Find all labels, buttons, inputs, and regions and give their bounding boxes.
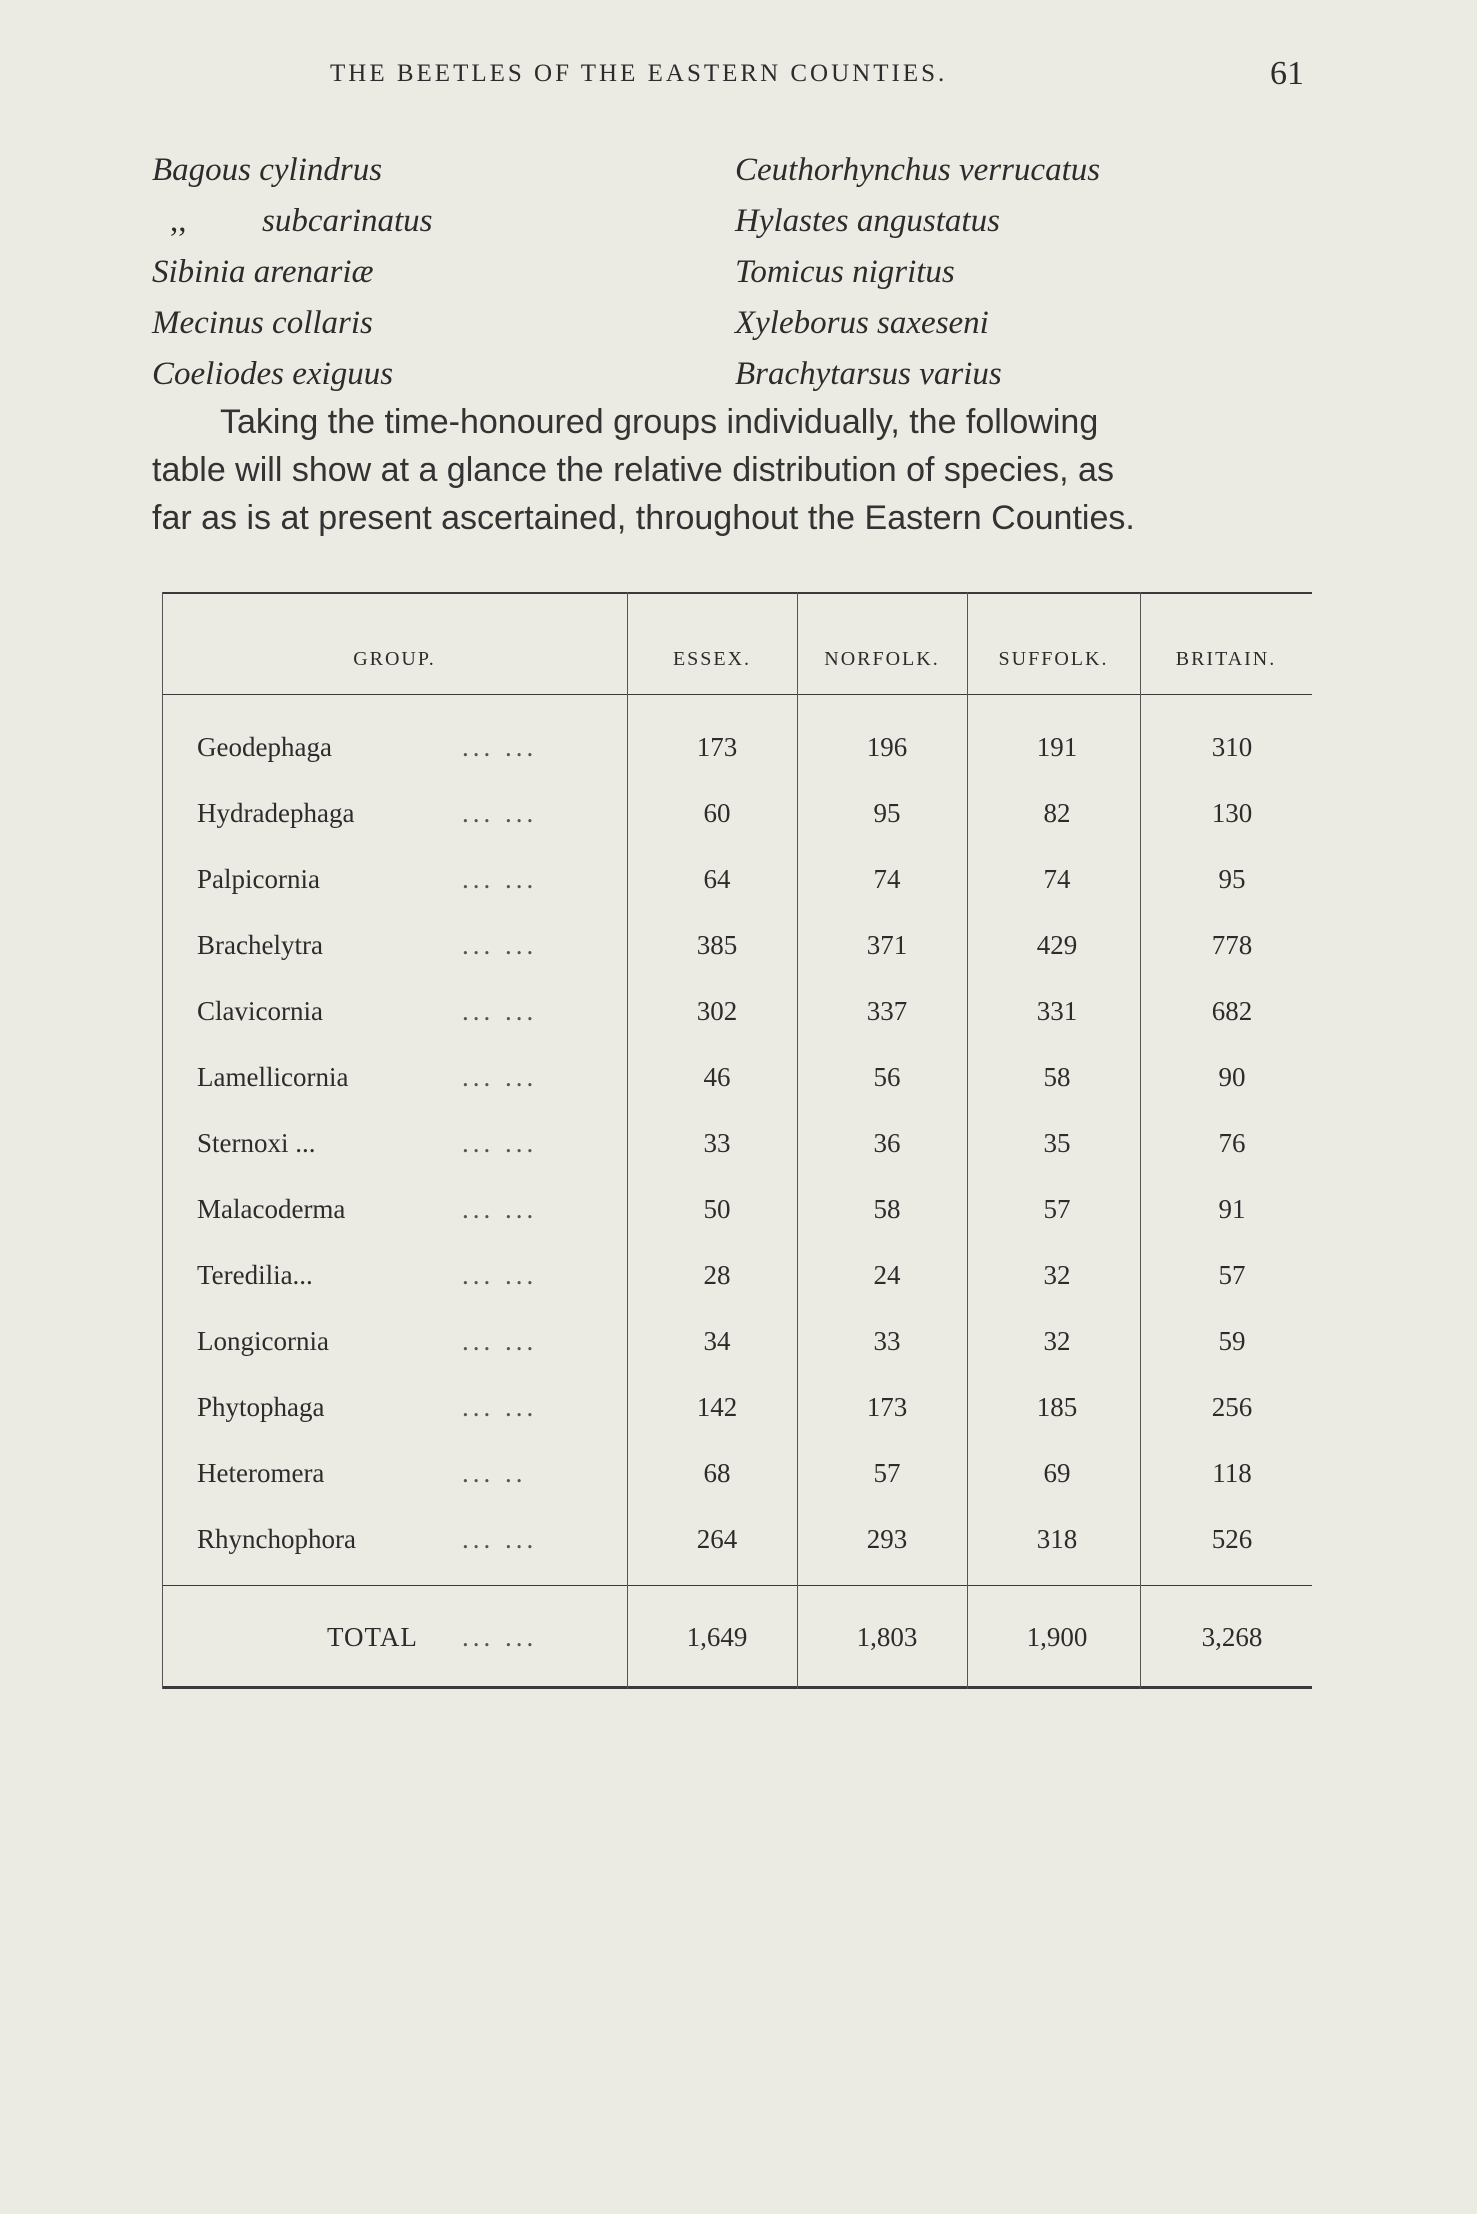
britain-total: 3,268 <box>1201 1622 1263 1652</box>
leader-dots: ... ... <box>462 1128 538 1158</box>
leader-dots: ... ... <box>462 1062 538 1092</box>
norfolk-count: 57 <box>873 1458 901 1488</box>
britain-count: 778 <box>1211 930 1253 960</box>
species-name: Bagous cylindrus <box>152 152 383 188</box>
group-name: Palpicornia <box>197 864 320 894</box>
table-row <box>162 1176 1312 1242</box>
species-item: Ceuthorhynchus verrucatus <box>735 152 1101 188</box>
britain-count: 526 <box>1211 1524 1253 1554</box>
leader-dots: ... .. <box>462 1458 527 1488</box>
norfolk-count: 337 <box>866 996 908 1026</box>
essex-count: 68 <box>703 1458 731 1488</box>
essex-count: 264 <box>696 1524 738 1554</box>
body-paragraph <box>152 398 1322 542</box>
essex-count: 34 <box>703 1326 731 1356</box>
paragraph-line: Taking the time-honoured groups individually, the following <box>220 403 1099 441</box>
leader-dots: ... ... <box>462 798 538 828</box>
leader-dots: ... ... <box>462 1260 538 1290</box>
table-row <box>162 714 1312 780</box>
species-item: Hylastes angustatus <box>735 203 1000 239</box>
page-number: 61 <box>1270 55 1304 92</box>
species-item: Xyleborus saxeseni <box>735 305 989 341</box>
species-list-left <box>152 145 433 400</box>
group-name: Hydradephaga <box>197 798 355 828</box>
leader-dots: ... ... <box>462 996 538 1026</box>
britain-count: 57 <box>1218 1260 1246 1290</box>
norfolk-count: 196 <box>866 732 908 762</box>
header-essex: ESSEX. <box>672 648 752 670</box>
table-row <box>162 780 1312 846</box>
species-name: Sibinia arenariæ <box>152 254 374 290</box>
britain-count: 76 <box>1218 1128 1246 1158</box>
ditto-mark: ,, <box>170 203 187 239</box>
species-item <box>152 247 433 298</box>
norfolk-count: 56 <box>873 1062 901 1092</box>
suffolk-count: 69 <box>1043 1458 1071 1488</box>
suffolk-count: 191 <box>1036 732 1078 762</box>
essex-count: 173 <box>696 732 738 762</box>
suffolk-total: 1,900 <box>1026 1622 1088 1652</box>
species-item <box>152 145 433 196</box>
britain-count: 682 <box>1211 996 1253 1026</box>
group-name: Brachelytra <box>197 930 323 960</box>
table-row <box>162 912 1312 978</box>
table-row <box>162 1110 1312 1176</box>
table-row <box>162 1308 1312 1374</box>
header-suffolk: SUFFOLK. <box>998 648 1109 670</box>
essex-count: 60 <box>703 798 731 828</box>
species-name: Coeliodes exiguus <box>152 356 394 392</box>
paragraph-line: far as is at present ascertained, throughout the Eastern Counties. <box>152 499 1135 537</box>
total-row <box>162 1604 1312 1670</box>
norfolk-count: 293 <box>866 1524 908 1554</box>
norfolk-count: 58 <box>873 1194 901 1224</box>
table-row <box>162 1506 1312 1572</box>
britain-count: 90 <box>1218 1062 1246 1092</box>
essex-count: 50 <box>703 1194 731 1224</box>
species-list-right <box>735 145 1100 400</box>
running-title: THE BEETLES OF THE EASTERN COUNTIES. <box>330 60 948 87</box>
group-name: Heteromera <box>197 1458 325 1488</box>
table-row <box>162 1044 1312 1110</box>
header-group: GROUP. <box>353 648 436 670</box>
group-name: Lamellicornia <box>197 1062 349 1092</box>
species-name: Mecinus collaris <box>152 305 373 341</box>
suffolk-count: 57 <box>1043 1194 1071 1224</box>
species-item <box>152 349 433 400</box>
suffolk-count: 82 <box>1043 798 1071 828</box>
essex-count: 28 <box>703 1260 731 1290</box>
essex-count: 385 <box>696 930 738 960</box>
essex-count: 302 <box>696 996 738 1026</box>
suffolk-count: 429 <box>1036 930 1078 960</box>
essex-count: 64 <box>703 864 731 894</box>
essex-count: 33 <box>703 1128 731 1158</box>
essex-count: 142 <box>696 1392 738 1422</box>
norfolk-count: 173 <box>866 1392 908 1422</box>
britain-count: 59 <box>1218 1326 1246 1356</box>
essex-total: 1,649 <box>686 1622 748 1652</box>
suffolk-count: 32 <box>1043 1326 1071 1356</box>
leader-dots: ... ... <box>462 930 538 960</box>
group-name: Rhynchophora <box>197 1524 356 1554</box>
norfolk-count: 36 <box>873 1128 901 1158</box>
distribution-table <box>162 592 1312 1689</box>
leader-dots: ... ... <box>462 1194 538 1224</box>
species-name: subcarinatus <box>262 203 433 239</box>
table-row <box>162 1374 1312 1440</box>
total-label: TOTAL <box>327 1622 418 1652</box>
group-name: Malacoderma <box>197 1194 346 1224</box>
britain-count: 130 <box>1211 798 1253 828</box>
leader-dots: ... ... <box>462 1326 538 1356</box>
species-item <box>152 196 433 247</box>
norfolk-total: 1,803 <box>856 1622 918 1652</box>
suffolk-count: 74 <box>1043 864 1071 894</box>
norfolk-count: 74 <box>873 864 901 894</box>
group-name: Sternoxi ... <box>197 1128 316 1158</box>
suffolk-count: 185 <box>1036 1392 1078 1422</box>
suffolk-count: 331 <box>1036 996 1078 1026</box>
norfolk-count: 24 <box>873 1260 901 1290</box>
leader-dots: ... ... <box>462 1392 538 1422</box>
britain-count: 310 <box>1211 732 1253 762</box>
norfolk-count: 371 <box>866 930 908 960</box>
suffolk-count: 318 <box>1036 1524 1078 1554</box>
britain-count: 118 <box>1212 1458 1252 1488</box>
table-row <box>162 1440 1312 1506</box>
group-name: Teredilia... <box>197 1260 313 1290</box>
table-row <box>162 978 1312 1044</box>
group-name: Geodephaga <box>197 732 332 762</box>
species-item: Brachytarsus varius <box>735 356 1002 392</box>
header-norfolk: NORFOLK. <box>824 648 940 670</box>
suffolk-count: 32 <box>1043 1260 1071 1290</box>
species-item <box>152 298 433 349</box>
group-name: Clavicornia <box>197 996 323 1026</box>
britain-count: 91 <box>1218 1194 1246 1224</box>
norfolk-count: 33 <box>873 1326 901 1356</box>
group-name: Longicornia <box>197 1326 329 1356</box>
leader-dots: ... ... <box>462 732 538 762</box>
table-row <box>162 846 1312 912</box>
leader-dots: ... ... <box>462 1622 538 1652</box>
table-row <box>162 1242 1312 1308</box>
britain-count: 95 <box>1218 864 1246 894</box>
britain-count: 256 <box>1211 1392 1253 1422</box>
essex-count: 46 <box>703 1062 731 1092</box>
leader-dots: ... ... <box>462 864 538 894</box>
header-britain: BRITAIN. <box>1175 648 1277 670</box>
norfolk-count: 95 <box>873 798 901 828</box>
suffolk-count: 35 <box>1043 1128 1071 1158</box>
leader-dots: ... ... <box>462 1524 538 1554</box>
suffolk-count: 58 <box>1043 1062 1071 1092</box>
group-name: Phytophaga <box>197 1392 325 1422</box>
species-item: Tomicus nigritus <box>735 254 955 290</box>
paragraph-line: table will show at a glance the relative distribution of species, as <box>152 451 1114 489</box>
